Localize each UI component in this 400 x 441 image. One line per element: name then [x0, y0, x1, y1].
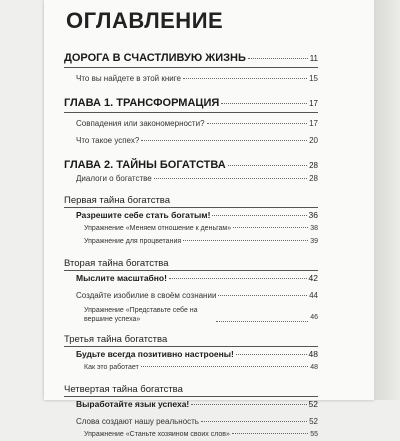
leader-dots	[228, 164, 307, 166]
toc-entry[interactable]	[64, 72, 318, 85]
leader-dots	[212, 214, 306, 216]
toc-entry[interactable]	[64, 361, 318, 374]
toc-entry[interactable]	[64, 222, 318, 235]
toc-page-number: 15	[309, 74, 318, 83]
leader-dots	[141, 139, 307, 141]
leader-dots	[248, 57, 308, 59]
toc-page-number: 55	[310, 431, 318, 438]
leader-dots	[191, 403, 306, 405]
toc-entry-label: ГЛАВА 2. ТАЙНЫ БОГАТСТВА	[64, 159, 226, 171]
toc-page-number: 11	[309, 54, 318, 63]
toc-page-number: 46	[310, 314, 318, 321]
toc-page-number: 48	[310, 364, 318, 371]
toc-page-number: 48	[308, 349, 318, 359]
toc-page-number: 28	[309, 161, 318, 170]
toc-entry-label: Мыслите масштабно!	[76, 273, 167, 283]
toc-entry-label: ГЛАВА 1. ТРАНСФОРМАЦИЯ	[64, 97, 220, 109]
leader-dots	[169, 277, 307, 279]
toc-entry-label: Упражнение «Меняем отношение к деньгам»	[84, 225, 232, 232]
toc-page-number: 52	[308, 399, 318, 409]
toc-entry[interactable]	[64, 348, 318, 361]
toc-entry[interactable]	[64, 415, 318, 428]
leader-dots	[233, 226, 308, 228]
page-edge	[374, 0, 400, 400]
toc-entry[interactable]	[64, 302, 318, 324]
toc-entry-label: Упражнение для процветания	[84, 238, 182, 245]
leader-dots	[154, 177, 307, 179]
section-header: Третья тайна богатства	[64, 333, 318, 347]
section-header: Первая тайна богатства	[64, 194, 318, 208]
toc-entry[interactable]	[64, 117, 318, 130]
toc-entry-label: Упражнение «Представьте себе на вершине успеха»	[84, 307, 198, 323]
toc-entry[interactable]	[64, 209, 318, 222]
leader-dots	[183, 77, 307, 79]
toc-entry-label: Слова создают нашу реальность	[76, 417, 199, 426]
toc-page-number: 17	[309, 99, 318, 108]
page-title: ОГЛАВЛЕНИЕ	[66, 8, 224, 33]
toc-entry-label: Выработайте язык успеха!	[76, 399, 190, 409]
toc-entry-chapter-1[interactable]	[64, 97, 318, 110]
table-of-contents	[64, 52, 318, 441]
leader-dots	[221, 102, 307, 104]
toc-page-number: 42	[308, 273, 318, 283]
leader-dots	[216, 320, 308, 322]
toc-page-number: 44	[309, 291, 318, 300]
toc-entry[interactable]	[64, 134, 318, 147]
toc-entry-label: Создайте изобилие в своём сознании	[76, 291, 217, 300]
toc-page-number: 20	[309, 136, 318, 145]
toc-entry[interactable]	[64, 235, 318, 248]
toc-entry-label: Как это работает	[84, 364, 139, 371]
leader-dots	[201, 420, 307, 422]
toc-page-number: 39	[310, 238, 318, 245]
toc-page-number: 17	[309, 119, 318, 128]
section-header: Четвертая тайна богатства	[64, 383, 318, 397]
toc-entry-label: Совпадения или закономерности?	[76, 119, 205, 128]
toc-page-number: 36	[308, 210, 318, 220]
toc-entry-label: Что такое успех?	[76, 136, 140, 145]
toc-entry-chapter-2[interactable]	[64, 159, 318, 172]
toc-entry[interactable]	[64, 172, 318, 185]
leader-dots	[183, 239, 308, 241]
leader-dots	[236, 353, 307, 355]
toc-page-number: 52	[309, 417, 318, 426]
toc-entry-intro[interactable]	[64, 52, 318, 65]
leader-dots	[207, 122, 308, 124]
leader-dots	[232, 432, 308, 434]
toc-entry-label: Разрешите себе стать богатым!	[76, 210, 211, 220]
leader-dots	[141, 365, 308, 367]
toc-entry[interactable]	[64, 272, 318, 285]
toc-entry-label: Что вы найдете в этой книге	[76, 74, 181, 83]
toc-page-number: 38	[310, 225, 318, 232]
toc-entry[interactable]	[64, 428, 318, 441]
section-header: Вторая тайна богатства	[64, 257, 318, 271]
leader-dots	[218, 294, 307, 296]
toc-entry-label: Будьте всегда позитивно настроены!	[76, 349, 234, 359]
toc-entry[interactable]	[64, 289, 318, 302]
toc-entry-label: ДОРОГА В СЧАСТЛИВУЮ ЖИЗНЬ	[64, 52, 246, 64]
toc-page-number: 28	[309, 174, 318, 183]
toc-entry-label: Упражнение «Станьте хозяином своих слов»	[84, 431, 230, 438]
toc-entry-label: Диалоги о богатстве	[76, 174, 152, 183]
